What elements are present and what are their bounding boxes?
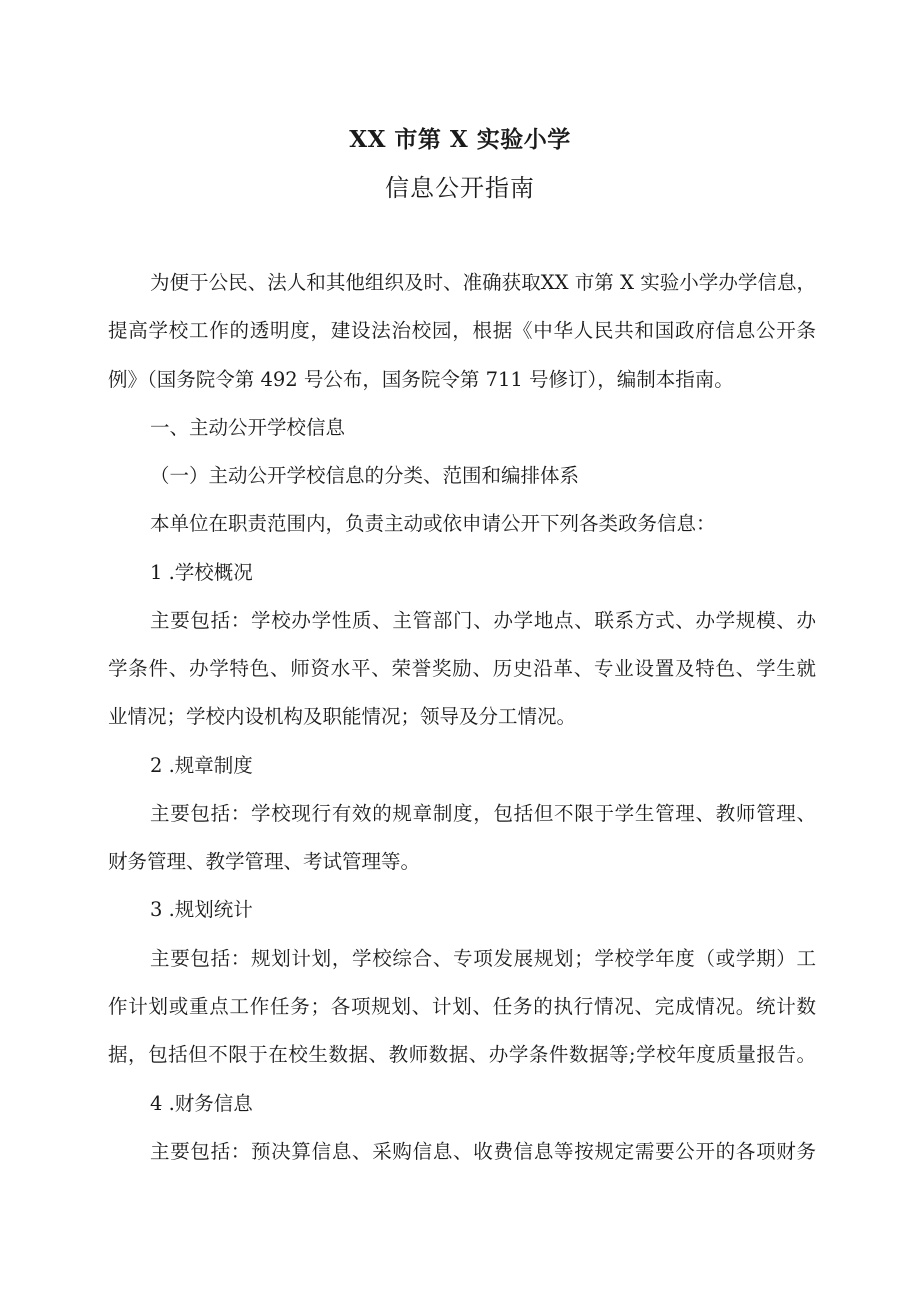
document-body (108, 259, 816, 1176)
item-line: 主要包括：学校办学性质、主管部门、办学地点、联系方式、办学规模、办 (150, 608, 816, 632)
item-heading-regulations: 2 .规章制度 (150, 753, 253, 777)
item-line: 作计划或重点工作任务；各项规划、计划、任务的执行情况、完成情况。统计数 (108, 994, 816, 1018)
section-heading: 一、主动公开学校信息 (150, 415, 346, 439)
item-line: 主要包括：预决算信息、采购信息、收费信息等按规定需要公开的各项财务 (150, 1139, 816, 1163)
item-line: 学条件、办学特色、师资水平、荣誉奖励、历史沿革、专业设置及特色、学生就 (108, 657, 816, 681)
intro-line-2: 提高学校工作的透明度，建设法治校园，根据《中华人民共和国政府信息公开条 (108, 319, 816, 343)
item-heading-school-overview: 1 .学校概况 (150, 560, 253, 584)
subsection-heading: （一）主动公开学校信息的分类、范围和编排体系 (150, 464, 580, 488)
item-line: 业情况；学校内设机构及职能情况；领导及分工情况。 (108, 705, 577, 729)
item-line: 主要包括：规划计划，学校综合、专项发展规划；学校学年度（或学期）工 (150, 946, 816, 970)
item-heading-finance: 4 .财务信息 (150, 1091, 253, 1115)
item-line: 主要包括：学校现行有效的规章制度，包括但不限于学生管理、教师管理、 (150, 801, 816, 825)
document-title-guide: 信息公开指南 (385, 174, 535, 202)
item-line: 据，包括但不限于在校生数据、教师数据、办学条件数据等;学校年度质量报告。 (108, 1043, 816, 1067)
item-heading-planning-statistics: 3 .规划统计 (150, 898, 253, 922)
intro-line-3: 例》（国务院令第 492 号公布，国务院令第 711 号修订），编制本指南。 (108, 367, 734, 391)
intro-line-1: 为便于公民、法人和其他组织及时、准确获取XX 市第 X 实验小学办学信息， (150, 271, 816, 294)
document-title-school: XX 市第 X 实验小学 (349, 126, 571, 153)
item-line: 财务管理、教学管理、考试管理等。 (108, 850, 421, 874)
scope-paragraph: 本单位在职责范围内，负责主动或依申请公开下列各类政务信息： (150, 512, 716, 536)
